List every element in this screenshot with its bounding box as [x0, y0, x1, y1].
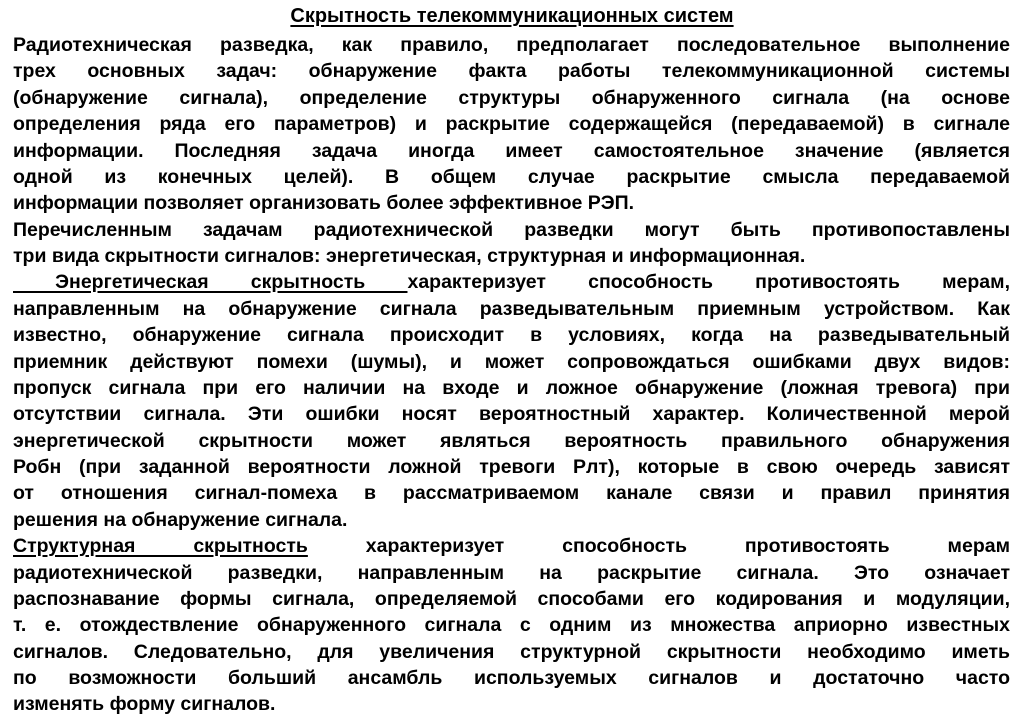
text-line — [13, 428, 1010, 454]
underlined-term: Энергетическая скрытность — [13, 271, 408, 294]
text-line — [13, 164, 1010, 190]
text-line — [13, 269, 1010, 295]
text-line — [13, 533, 1010, 559]
text-line — [13, 665, 1010, 691]
text-segment: характеризует способность противостоять мерам — [307, 535, 1010, 558]
text-line — [13, 322, 1010, 348]
text-segment: изменять форму сигналов. — [13, 693, 276, 716]
text-segment: направленным на обнаружение сигнала разведывательным приемным устройством. Как — [13, 297, 1010, 320]
text-segment: отсутствии сигнала. Эти ошибки носят вероятностный характер. Количественной мерой — [13, 403, 1010, 426]
text-segment: определения ряда его параметров) и раскрытие содержащейся (передаваемой) в сигнале — [13, 113, 1010, 136]
paragraph — [13, 269, 1010, 533]
text-line — [13, 507, 1010, 533]
paragraph — [13, 32, 1010, 217]
text-line — [13, 691, 1010, 717]
text-line — [13, 243, 1010, 269]
text-segment: Робн (при заданной вероятности ложной тревоги Рлт), которые в свою очередь зависят — [13, 456, 1010, 478]
text-line — [13, 480, 1010, 506]
text-line — [13, 217, 1010, 243]
text-segment: т. е. отождествление обнаруженного сигнала с одним из множества априорно известных — [13, 614, 1010, 637]
text-line — [13, 190, 1010, 216]
text-segment: Перечисленным задачам радиотехнической разведки могут быть противопоставлены — [13, 218, 1010, 241]
text-line — [13, 111, 1010, 137]
text-segment: распознавание формы сигнала, определяемой способами его кодирования и модуляции, — [13, 587, 1010, 610]
text-line — [13, 560, 1010, 586]
text-segment: сигналов. Следовательно, для увеличения структурной скрытности необходимо иметь — [13, 640, 1010, 663]
text-segment: пропуск сигнала при его наличии на входе и ложное обнаружение (ложная тревога) при — [13, 376, 1010, 399]
text-line — [13, 296, 1010, 322]
page-title: Скрытность телекоммуникационных систем — [290, 5, 734, 27]
text-segment: трех основных задач: обнаружение факта работы телекоммуникационной системы — [13, 60, 1010, 83]
text-line — [13, 375, 1010, 401]
text-segment: от отношения сигнал-помеха в рассматриваемом канале связи и правил принятия — [13, 482, 1010, 505]
text-line — [13, 454, 1010, 480]
paragraph — [13, 533, 1010, 718]
text-line — [13, 349, 1010, 375]
text-segment: одной из конечных целей). В общем случае раскрытие смысла передаваемой — [13, 165, 1010, 188]
text-segment: радиотехнической разведки, направленным на раскрытие сигнала. Это означает — [13, 561, 1010, 584]
text-line — [13, 639, 1010, 665]
slide-page — [0, 2, 1024, 723]
underlined-term: Структурная скрытность — [13, 535, 308, 558]
text-segment: известно, обнаружение сигнала происходит в условиях, когда на разведывательный — [13, 324, 1010, 347]
text-segment: решения на обнаружение сигнала. — [13, 508, 348, 531]
text-segment: приемник действуют помехи (шумы), и может сопровождаться ошибками двух видов: — [13, 350, 1010, 373]
text-line — [13, 85, 1010, 111]
paragraph — [13, 217, 1010, 270]
text-segment: три вида скрытности сигналов: энергетическая, структурная и информационная. — [13, 245, 806, 267]
text-line — [13, 138, 1010, 164]
text-segment: энергетической скрытности может являться вероятность правильного обнаружения — [13, 429, 1010, 452]
text-line — [13, 401, 1010, 427]
text-segment: по возможности больший ансамбль используемых сигналов и достаточно часто — [13, 667, 1010, 689]
text-line — [13, 612, 1010, 638]
text-segment: характеризует способность противостоять мерам, — [407, 271, 1010, 294]
text-segment: информации. Последняя задача иногда имеет самостоятельное значение (является — [13, 139, 1010, 162]
text-segment: (обнаружение сигнала), определение структуры обнаруженного сигнала (на основе — [13, 86, 1010, 109]
text-segment: информации позволяет организовать более эффективное РЭП. — [13, 192, 635, 215]
document-body — [13, 32, 1010, 718]
text-line — [13, 58, 1010, 84]
text-line — [13, 32, 1010, 58]
text-line — [13, 586, 1010, 612]
text-segment: Радиотехническая разведка, как правило, предполагает последовательное выполнение — [13, 34, 1010, 56]
